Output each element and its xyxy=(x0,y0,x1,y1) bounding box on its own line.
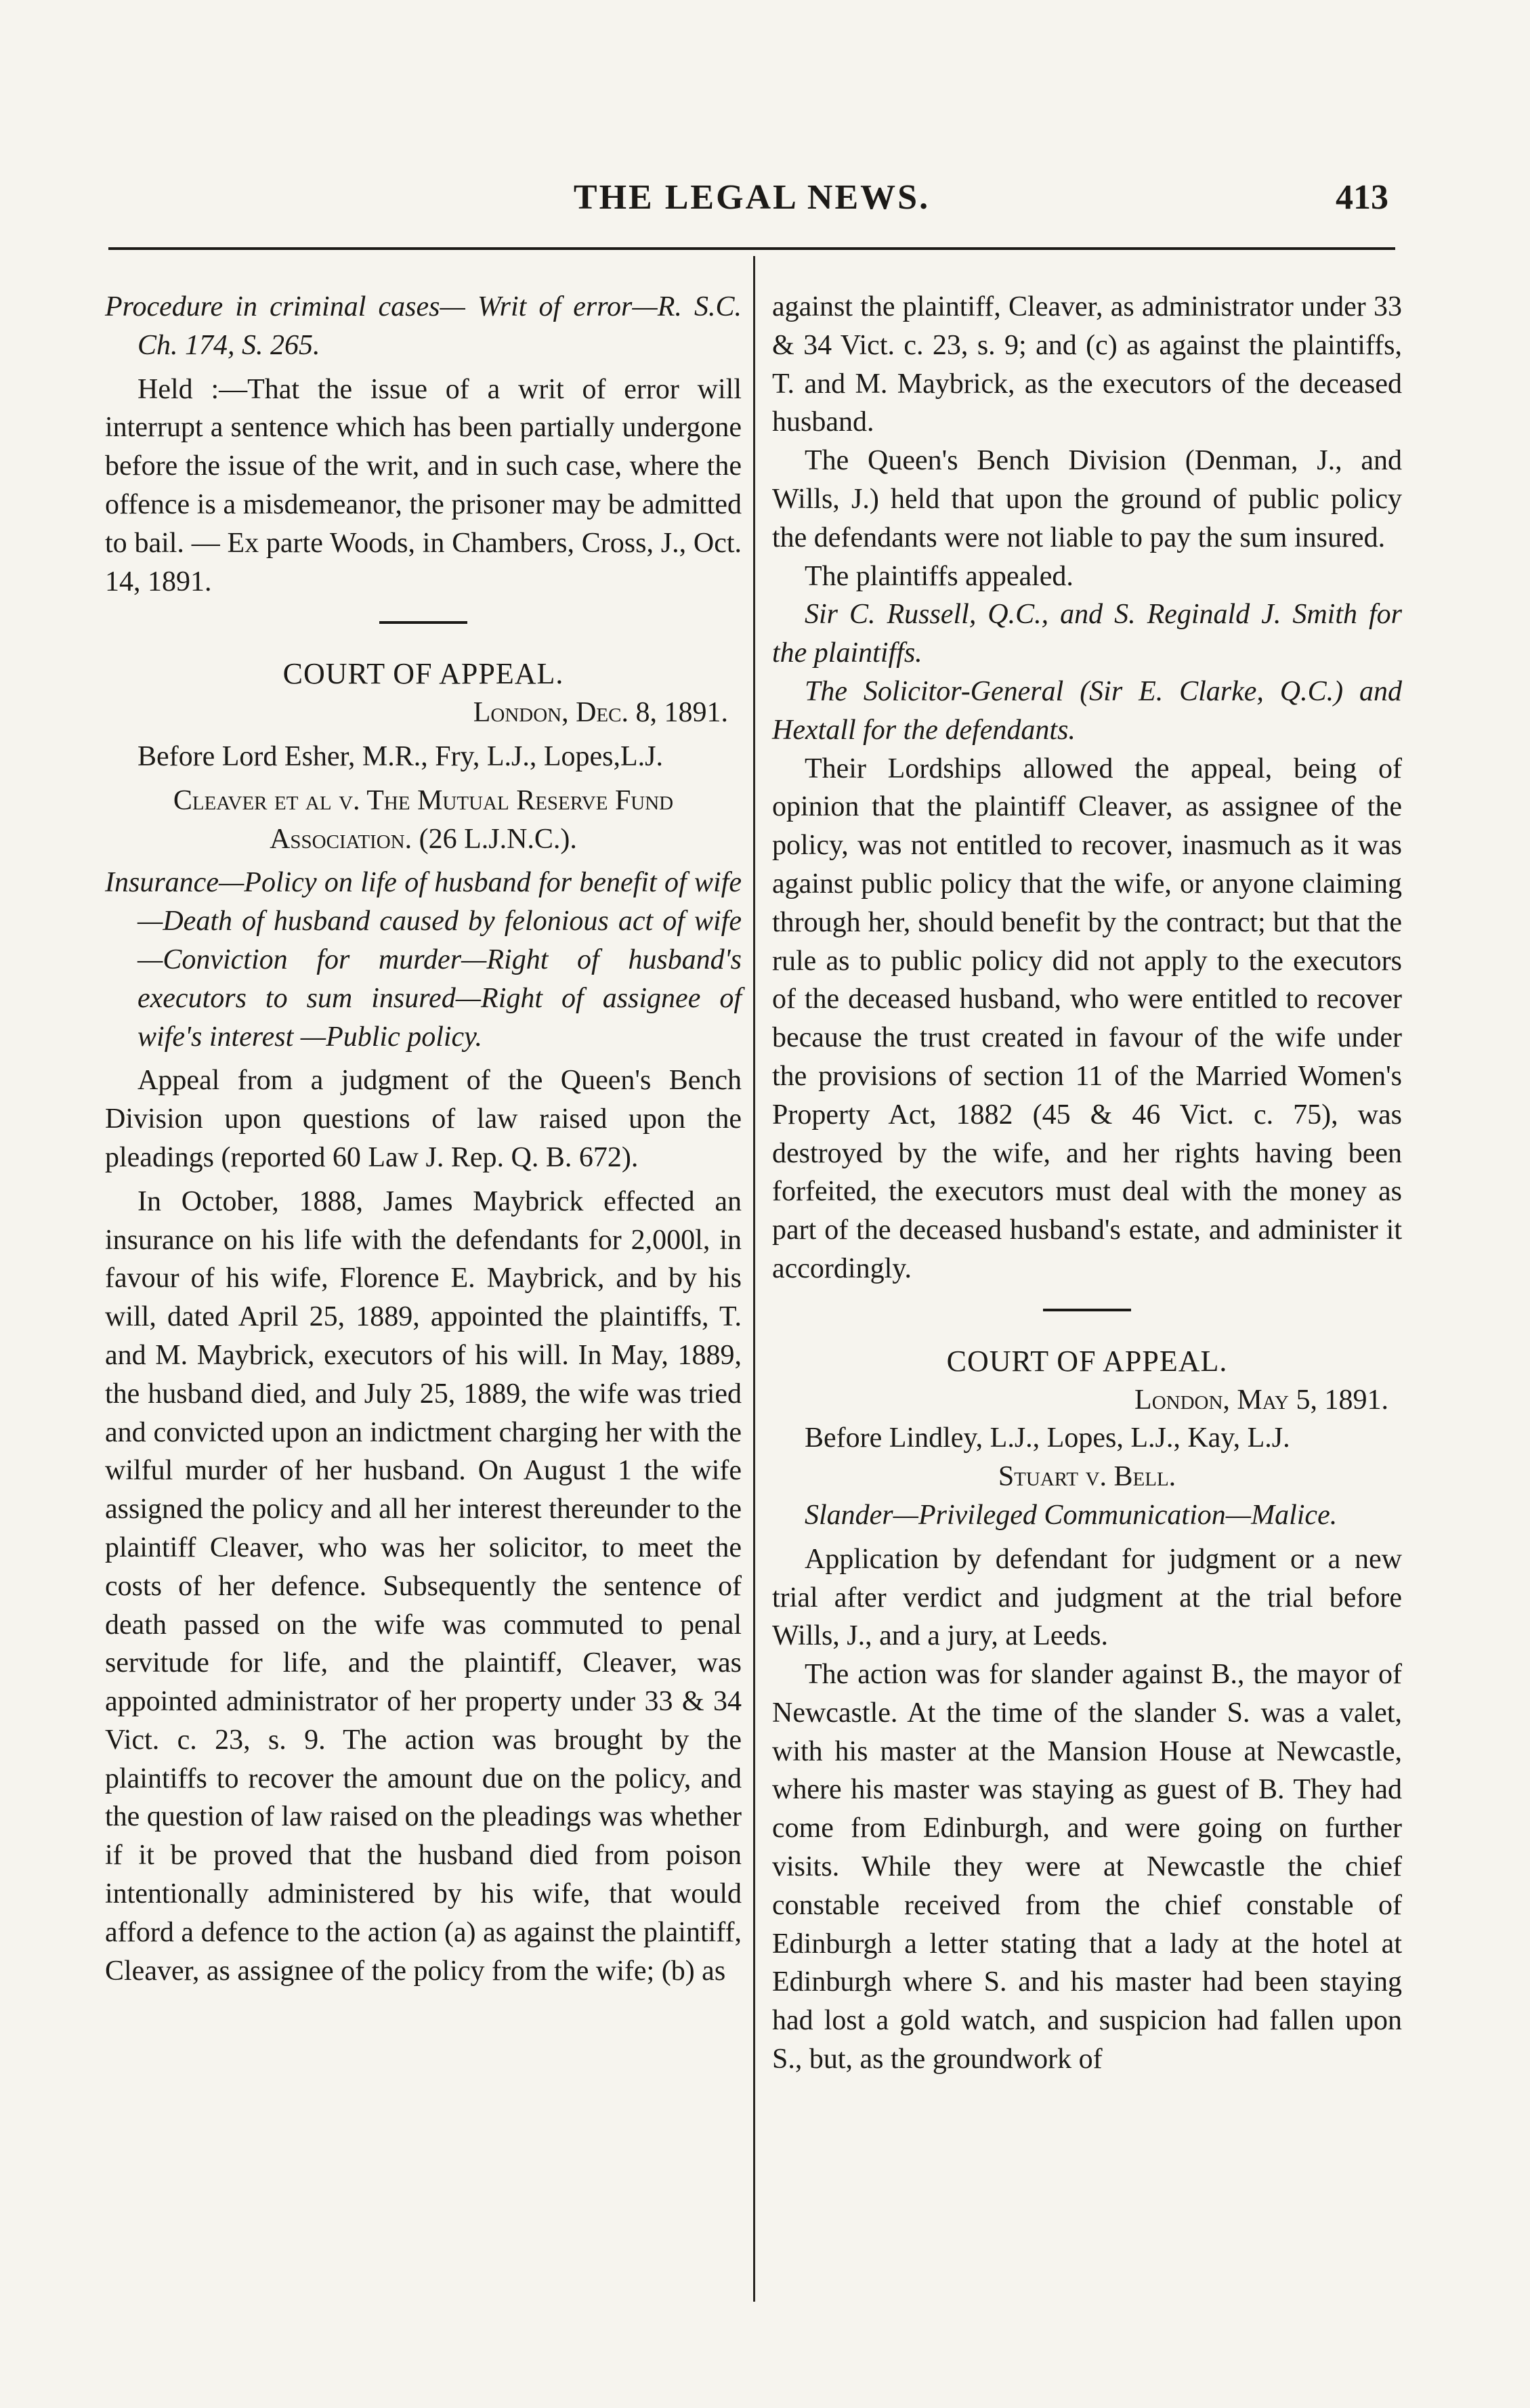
case1-held: Held :—That the issue of a writ of error will interrupt a sentence which has been partially undergone before the issue of the writ, and in such case, where the offence is a misdemeanor, the prisoner may be admitted to bail. — Ex parte Woods, in Chambers, Cross, J., Oct. 14, 1891. xyxy=(105,373,742,597)
case2-para2: In October, 1888, James Maybrick effected an insurance on his life with the defendants for 2,000l, in favour of his wife, Florence E. Maybrick, and by his will, dated April 25, 1889, appointed the plaintiffs, T. and M. Maybrick, executors of his will. In May, 1889, the husband died, and July 25, 1889, the wife was tried and convicted upon an indictment charging her with the wilful murder of her husband. On August 1 the wife assigned the policy and all her interest thereunder to the plaintiff Cleaver, who was her solicitor, to meet the costs of her defence. Subsequently the sentence of death passed on the wife was commuted to penal servitude for life, and the plaintiff, Cleaver, was appointed administrator of her property under 33 & 34 Vict. c. 23, s. 9. The action was brought by the plaintiffs to recover the amount due on the policy, and the question of law raised on the pleadings was whether if it be proved that the husband died from poison intentionally administered by his wife, that would afford a defence to the action (a) as against the plaintiff, Cleaver, as assignee of the policy from the wife; (b) as xyxy=(105,1185,742,1987)
case2-counsel-plaintiffs: Sir C. Russell, Q.C., and S. Reginald J. Smith for the plaintiffs. xyxy=(772,599,1402,669)
case3-before: Before Lindley, L.J., Lopes, L.J., Kay, L.J. xyxy=(805,1422,1290,1454)
case2-judgment: Their Lordships allowed the appeal, being of opinion that the plaintiff Cleaver, as assignee of the policy, was not entitled to recover, inasmuch as it was against public policy that the wife, or anyone claiming through her, should benefit by the contract; but that the rule as to public policy did not apply to the executors of the deceased husband, who were entitled to recover because the trust created in favour of the wife under the provisions of section 11 of the Married Women's Property Act, 1882 (45 & 46 Vict. c. 75), was destroyed by the wife, and her rights having been forfeited, the executors must deal with the money as part of the deceased husband's estate, and administer it accordingly. xyxy=(772,753,1402,1284)
case2-headnote: Insurance—Policy on life of husband for benefit of wife—Death of husband caused by felonious act of wife—Conviction for murder—Right of husband's executors to sum insured—Right of assignee of wife's interest —Public policy. xyxy=(105,867,742,1053)
case3-case-name: Stuart v. Bell. xyxy=(998,1461,1176,1493)
case2-para4: The plaintiffs appealed. xyxy=(805,560,1074,592)
section-separator-2 xyxy=(1043,1309,1131,1311)
case1-headnote: Procedure in criminal cases— Writ of error—R. S.C. Ch. 174, S. 265. xyxy=(105,291,742,361)
column-divider xyxy=(753,256,755,2302)
case3-para2: The action was for slander against B., the mayor of Newcastle. At the time of the slander S. was a valet, with his master at the Mansion House at Newcastle, where his master was staying as guest of B. They had come from Edinburgh, and were going on further visits. While they were at Newcastle the chief constable received from the chief constable of Edinburgh a letter stating that a lady at the hotel at Edinburgh where S. and his master had been staying had lost a gold watch, and suspicion had fallen upon S., but, as the groundwork of xyxy=(772,1659,1402,2075)
running-header xyxy=(108,177,1395,232)
header-rule xyxy=(108,247,1395,250)
page-number: 413 xyxy=(1336,178,1388,217)
journal-title: THE LEGAL NEWS. xyxy=(573,178,931,217)
case3-para1: Application by defendant for judgment or a new trial after verdict and judgment at the trial before Wills, J., and a jury, at Leeds. xyxy=(772,1543,1402,1652)
case2-court: COURT OF APPEAL. xyxy=(282,657,564,691)
case3-place-date: London, May 5, 1891. xyxy=(1134,1384,1388,1416)
case2-case-name: Cleaver et al v. The Mutual Reserve Fund Association. (26 L.J.N.C.). xyxy=(173,784,674,855)
section-separator xyxy=(379,621,467,624)
case2-para2-continued: against the plaintiff, Cleaver, as administrator under 33 & 34 Vict. c. 23, s. 9; and (c) as against the plaintiffs, T. and M. Maybrick, as the executors of the deceased husband. xyxy=(772,291,1402,438)
case3-headnote: Slander—Privileged Communication—Malice. xyxy=(805,1499,1338,1531)
case2-before: Before Lord Esher, M.R., Fry, L.J., Lopes,L.J. xyxy=(137,740,663,772)
right-column xyxy=(772,288,1402,2079)
case2-counsel-defendants: The Solicitor-General (Sir E. Clarke, Q.C.) and Hextall for the defendants. xyxy=(772,675,1402,746)
case3-court: COURT OF APPEAL. xyxy=(946,1344,1228,1378)
left-column xyxy=(105,288,742,1990)
case2-place-date: London, Dec. 8, 1891. xyxy=(473,697,728,729)
case2-para1: Appeal from a judgment of the Queen's Bench Division upon questions of law raised upon the pleadings (reported 60 Law J. Rep. Q. B. 672). xyxy=(105,1065,742,1173)
case2-para3: The Queen's Bench Division (Denman, J., and Wills, J.) held that upon the ground of public policy the defendants were not liable to pay the sum insured. xyxy=(772,445,1402,553)
